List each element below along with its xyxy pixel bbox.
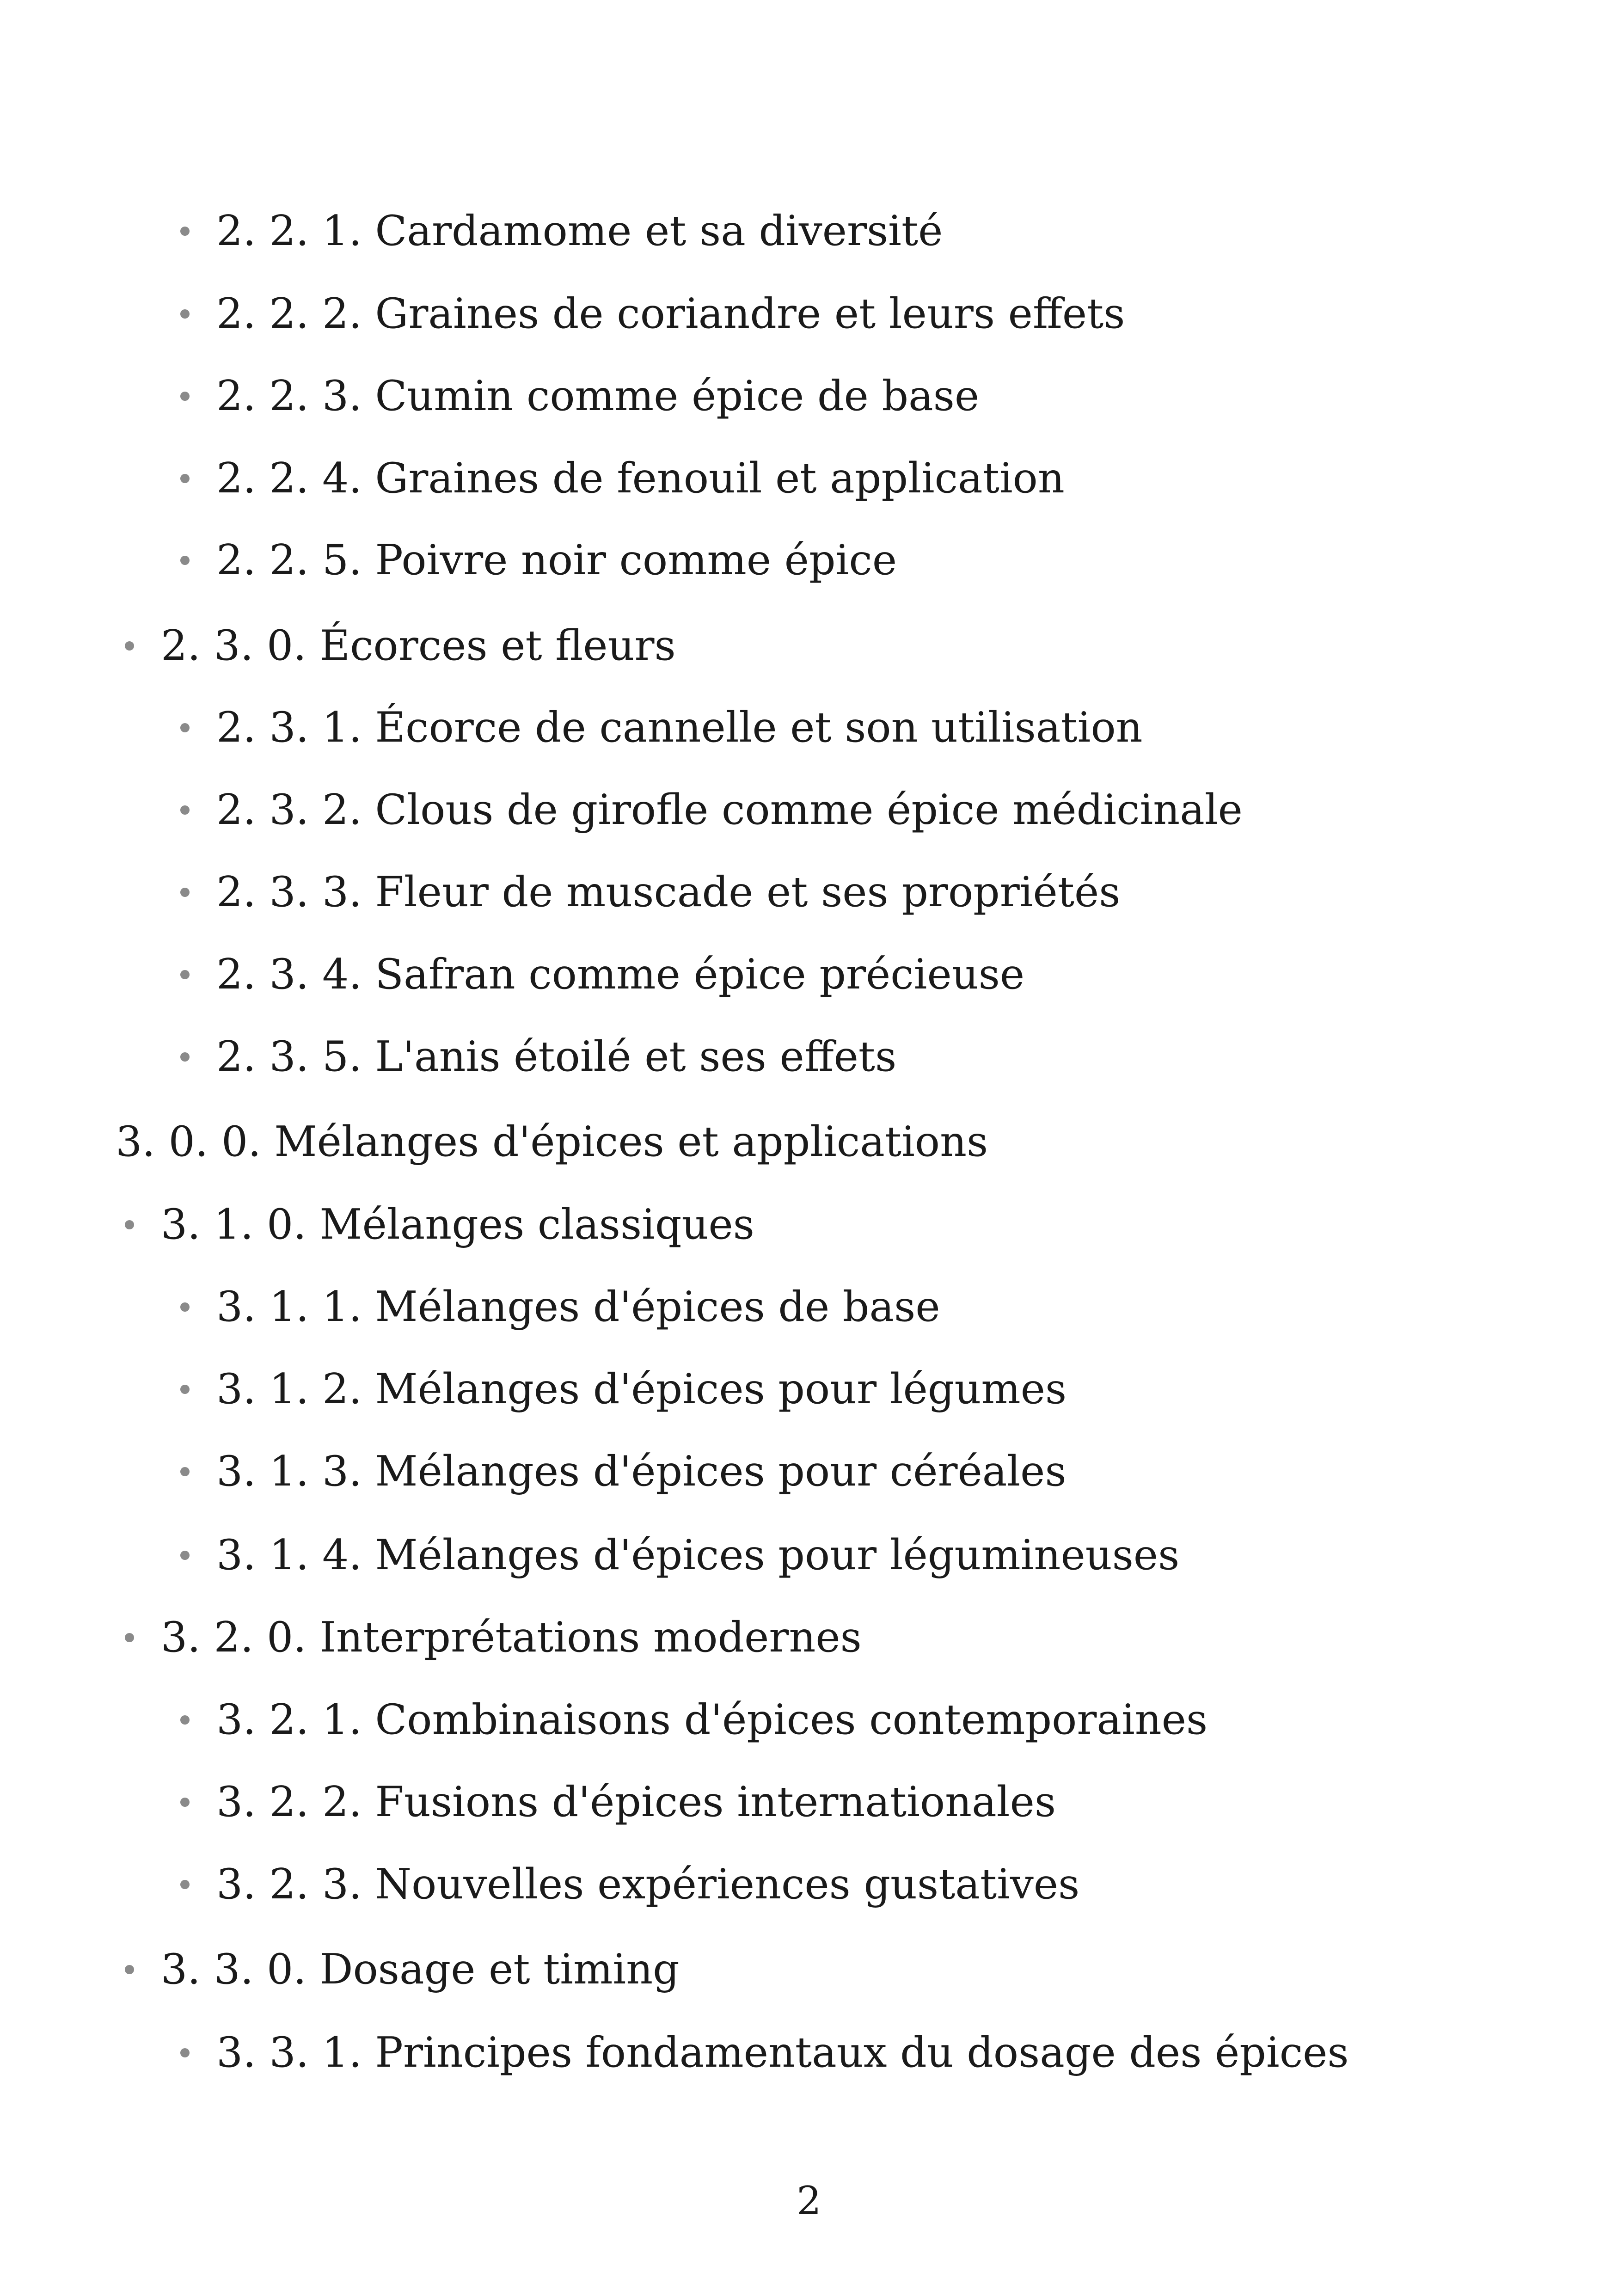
toc-entry-label: 3. 2. 1. Combinaisons d'épices contemporaines <box>216 1695 1208 1744</box>
toc-entry-3-1-1[interactable] <box>180 1279 940 1335</box>
toc-entry-2-3-3[interactable] <box>180 865 1120 920</box>
toc-entry-3-2-3[interactable] <box>180 1857 1079 1912</box>
toc-entry-label: 2. 2. 2. Graines de coriandre et leurs effets <box>216 289 1125 338</box>
toc-entry-3-3-1[interactable] <box>180 2025 1349 2081</box>
toc-entry-label: 3. 2. 0. Interprétations modernes <box>161 1613 862 1662</box>
toc-entry-label: 2. 2. 4. Graines de fenouil et application <box>216 454 1065 503</box>
toc-entry-label: 2. 3. 5. L'anis étoilé et ses effets <box>216 1032 897 1081</box>
toc-entry-2-3-2[interactable] <box>180 782 1243 838</box>
bullet-icon <box>180 1880 190 1889</box>
toc-entry-3-0-0[interactable] <box>116 1114 988 1170</box>
toc-entry-3-1-4[interactable] <box>180 1528 1179 1583</box>
bullet-icon <box>125 641 134 651</box>
toc-entry-2-3-5[interactable] <box>180 1029 896 1085</box>
toc-entry-3-2-1[interactable] <box>180 1692 1207 1748</box>
toc-entry-3-1-2[interactable] <box>180 1362 1066 1417</box>
bullet-icon <box>180 474 190 483</box>
bullet-icon <box>125 1633 134 1642</box>
toc-entry-label: 3. 1. 3. Mélanges d'épices pour céréales <box>216 1447 1066 1496</box>
toc-entry-label: 3. 1. 4. Mélanges d'épices pour légumineuses <box>216 1531 1180 1579</box>
toc-entry-label: 3. 3. 1. Principes fondamentaux du dosage des épices <box>216 2028 1349 2077</box>
bullet-icon <box>180 1385 190 1394</box>
bullet-icon <box>180 805 190 815</box>
toc-entry-2-2-2[interactable] <box>180 286 1125 342</box>
bullet-icon <box>180 1052 190 1062</box>
toc-entry-2-2-5[interactable] <box>180 533 897 588</box>
toc-entry-label: 3. 1. 1. Mélanges d'épices de base <box>216 1283 940 1331</box>
toc-entry-2-2-3[interactable] <box>180 368 979 424</box>
bullet-icon <box>180 723 190 732</box>
toc-entry-3-2-0[interactable] <box>125 1610 862 1665</box>
bullet-icon <box>180 2048 190 2057</box>
bullet-icon <box>180 1467 190 1476</box>
toc-entry-label: 3. 1. 0. Mélanges classiques <box>161 1200 754 1249</box>
toc-entry-label: 2. 3. 3. Fleur de muscade et ses propriétés <box>216 868 1121 916</box>
toc-entry-3-1-0[interactable] <box>125 1197 754 1252</box>
toc-entry-label: 3. 2. 3. Nouvelles expériences gustatives <box>216 1860 1080 1909</box>
toc-entry-label: 2. 2. 1. Cardamome et sa diversité <box>216 207 943 255</box>
toc-entry-3-3-0[interactable] <box>125 1942 680 1997</box>
bullet-icon <box>180 970 190 979</box>
toc-entry-label: 2. 3. 1. Écorce de cannelle et son utilisation <box>216 703 1143 752</box>
bullet-icon <box>180 556 190 565</box>
bullet-icon <box>180 392 190 401</box>
bullet-icon <box>180 888 190 897</box>
bullet-icon <box>180 309 190 319</box>
bullet-icon <box>125 1965 134 1974</box>
bullet-icon <box>125 1220 134 1229</box>
toc-entry-label: 3. 3. 0. Dosage et timing <box>161 1945 680 1994</box>
toc-entry-label: 3. 2. 2. Fusions d'épices internationales <box>216 1778 1056 1826</box>
toc-entry-2-3-1[interactable] <box>180 700 1143 755</box>
page-number: 2 <box>797 2178 821 2223</box>
toc-entry-label: 2. 3. 4. Safran comme épice précieuse <box>216 950 1025 999</box>
bullet-icon <box>180 1551 190 1560</box>
bullet-icon <box>180 1715 190 1725</box>
toc-entry-label: 3. 1. 2. Mélanges d'épices pour légumes <box>216 1365 1067 1413</box>
bullet-icon <box>180 1798 190 1807</box>
toc-entry-label: 2. 2. 5. Poivre noir comme épice <box>216 536 897 584</box>
toc-entry-2-2-4[interactable] <box>180 451 1065 506</box>
toc-entry-2-3-4[interactable] <box>180 947 1024 1002</box>
toc-entry-2-3-0[interactable] <box>125 618 676 674</box>
toc-entry-2-2-1[interactable] <box>180 203 943 259</box>
toc-entry-3-2-2[interactable] <box>180 1774 1056 1830</box>
toc-entry-label: 3. 0. 0. Mélanges d'épices et applications <box>116 1117 988 1166</box>
toc-entry-label: 2. 3. 0. Écorces et fleurs <box>161 621 676 670</box>
bullet-icon <box>180 227 190 236</box>
toc-entry-label: 2. 3. 2. Clous de girofle comme épice médicinale <box>216 786 1243 834</box>
bullet-icon <box>180 1302 190 1312</box>
toc-entry-3-1-3[interactable] <box>180 1444 1066 1499</box>
toc-entry-label: 2. 2. 3. Cumin comme épice de base <box>216 372 980 420</box>
